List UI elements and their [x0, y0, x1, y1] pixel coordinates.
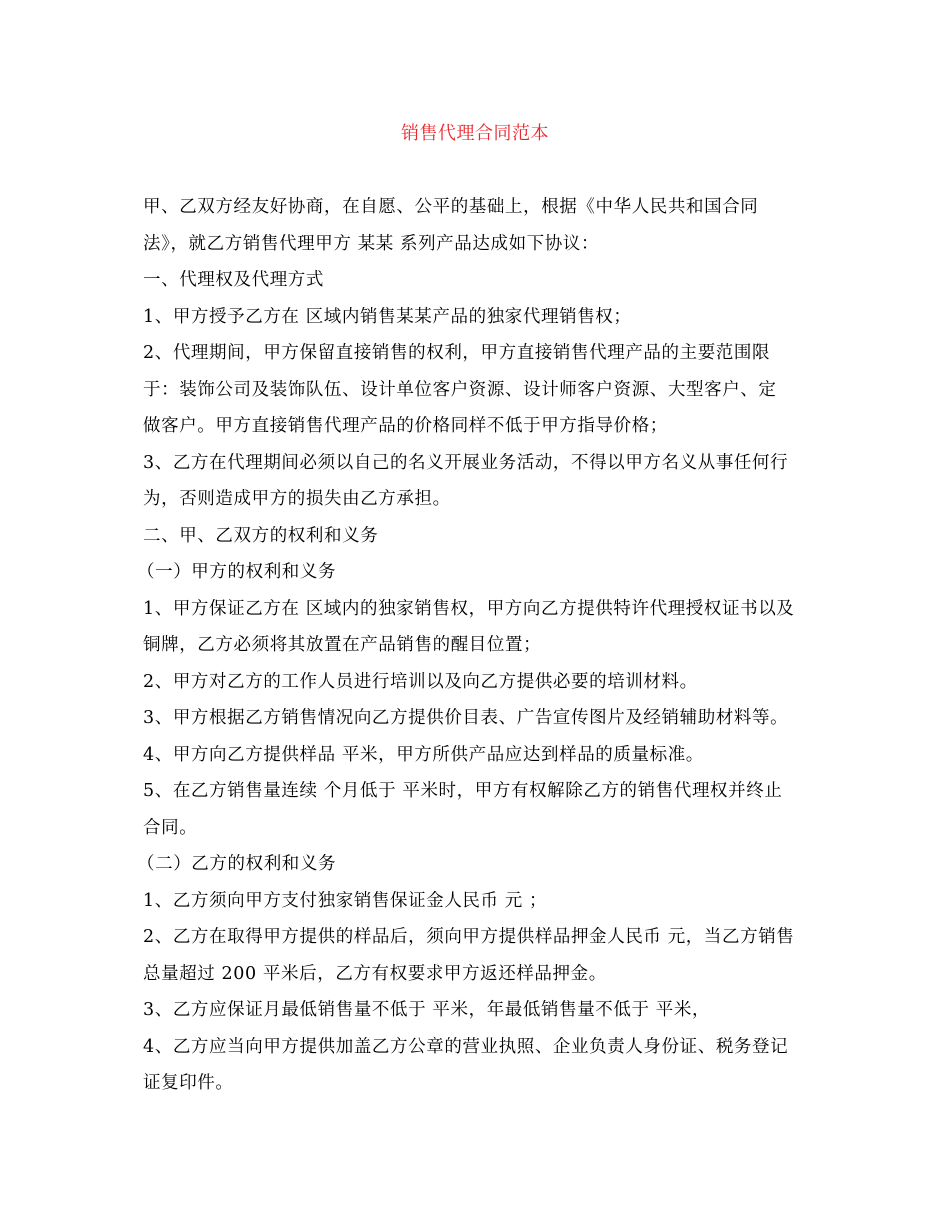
paragraph-line: 为，否则造成甲方的损失由乙方承担。 [143, 489, 451, 509]
paragraph-line: 做客户。甲方直接销售代理产品的价格同样不低于甲方指导价格； [143, 416, 668, 436]
paragraph-line: 2、乙方在取得甲方提供的样品后，须向甲方提供样品押金人民币 元，当乙方销售 [143, 927, 795, 947]
paragraph-line: 1、甲方授予乙方在 区域内销售某某产品的独家代理销售权； [143, 306, 632, 327]
paragraph-line: 3、乙方在代理期间必须以自己的名义开展业务活动，不得以甲方名义从事任何行 [143, 452, 789, 473]
paragraph-line: 2、甲方对乙方的工作人员进行培训以及向乙方提供必要的培训材料。 [143, 671, 698, 692]
paragraph-line: 5、在乙方销售量连续 个月低于 平米时，甲方有权解除乙方的销售代理权并终止 [143, 781, 783, 801]
paragraph-line: 3、甲方根据乙方销售情况向乙方提供价目表、广告宣传图片及经销辅助材料等。 [143, 708, 789, 728]
paragraph-line: 铜牌，乙方必须将其放置在产品销售的醒目位置； [143, 635, 542, 655]
paragraph-line: 合同。 [143, 817, 198, 838]
document-title: 销售代理合同范本 [401, 123, 549, 144]
paragraph-line: 总量超过 200 平米后，乙方有权要求甲方返还样品押金。 [143, 963, 607, 984]
subsection-heading: （一）甲方的权利和义务 [137, 562, 337, 582]
section-heading: 一、代理权及代理方式 [143, 270, 324, 290]
paragraph-line: 1、甲方保证乙方在 区域内的独家销售权，甲方向乙方提供特许代理授权证书以及 [143, 598, 795, 619]
subsection-heading: （二）乙方的权利和义务 [137, 854, 337, 874]
paragraph-line: 证复印件。 [143, 1073, 234, 1093]
paragraph-line: 3、乙方应保证月最低销售量不低于 平米，年最低销售量不低于 平米， [143, 1000, 711, 1020]
paragraph-line: 1、乙方须向甲方支付独家销售保证金人民币 元 ； [143, 890, 548, 911]
paragraph-line: 法》，就乙方销售代理甲方 某某 系列产品达成如下协议： [143, 233, 600, 254]
paragraph-line: 甲、乙双方经友好协商，在自愿、公平的基础上，根据《中华人民共和国合同 [143, 197, 759, 217]
paragraph-line: 4、甲方向乙方提供样品 平米，甲方所供产品应达到样品的质量标准。 [143, 744, 704, 765]
document-body [137, 195, 813, 1108]
paragraph-line: 于：装饰公司及装饰队伍、设计单位客户资源、设计师客户资源、大型客户、定 [143, 379, 777, 400]
paragraph-line: 2、代理期间，甲方保留直接销售的权利，甲方直接销售代理产品的主要范围限 [143, 343, 771, 363]
section-heading: 二、甲、乙双方的权利和义务 [143, 525, 379, 546]
paragraph-line: 4、乙方应当向甲方提供加盖乙方公章的营业执照、企业负责人身份证、税务登记 [143, 1036, 789, 1057]
